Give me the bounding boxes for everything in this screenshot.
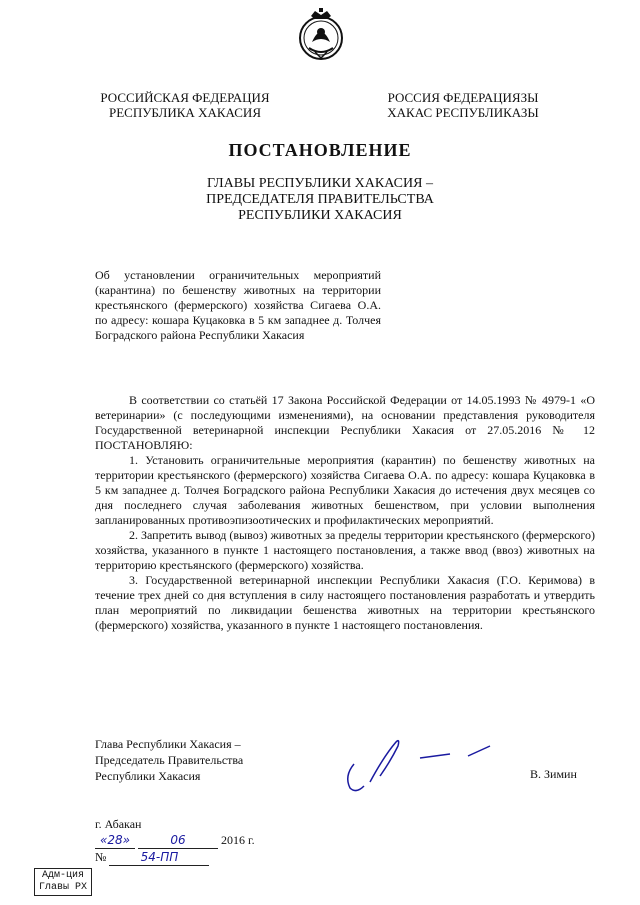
issuer [0, 176, 640, 224]
coat-of-arms-emblem [297, 8, 345, 64]
signatory-position [95, 736, 315, 784]
issuer-line-2: ПРЕДСЕДАТЕЛЯ ПРАВИТЕЛЬСТВА [206, 192, 434, 207]
header-left-line-1: РОССИЙСКАЯ ФЕДЕРАЦИЯ [100, 90, 270, 105]
number-line [95, 849, 295, 866]
registration-stamp [34, 868, 92, 896]
date-year: 2016 г. [221, 833, 255, 847]
issuer-line-3: РЕСПУБЛИКИ ХАКАСИЯ [238, 208, 402, 223]
document-body [95, 393, 595, 633]
stamp-line-1: Адм-ция [41, 870, 84, 881]
clause-3: 3. Государственной ветеринарной инспекции Республики Хакасия (Г.О. Керимова) в течение трех дней со дня вступления в силу настоящего постановления разработать и утвердить план мероприятий по ликвидации бешенства животных на территории крестьянского (фермерского) хозяйства, указанного в пункте 1 настоящего постановления. [95, 573, 595, 632]
preamble-paragraph: В соответствии со статьёй 17 Закона Российской Федерации от 14.05.1993 № 4979-1 «О ветеринарии» (с последующими изменениями), на основании представления руководителя Государственной ветеринарной инспекции Республики Хакасия от 27.05.2016 № 12 ПОСТАНОВЛЯЮ: [95, 393, 595, 452]
header-left-line-2: РЕСПУБЛИКА ХАКАСИЯ [108, 105, 261, 120]
signatory-position-line-3: Республики Хакасия [95, 769, 201, 783]
handwritten-signature [340, 736, 510, 796]
date-day: «28» [95, 832, 135, 849]
document-type: ПОСТАНОВЛЕНИЕ [228, 140, 412, 160]
signatory-position-line-2: Председатель Правительства [95, 753, 244, 767]
issuer-line-1: ГЛАВЫ РЕСПУБЛИКИ ХАКАСИЯ – [207, 176, 433, 191]
number-prefix: № [95, 850, 107, 864]
place-of-issue: г. Абакан [95, 817, 142, 831]
date-line [95, 832, 295, 849]
document-number: 54-ПП [109, 849, 209, 866]
place-date-number [95, 816, 295, 866]
clause-1: 1. Установить ограничительные мероприятия (карантин) по бешенству животных на территории крестьянского (фермерского) хозяйства Сигаева О.А. по адресу: кошара Куцаковка в 5 км западнее д. Толчея Боградского района Республики Хакасия до истечения двух месяцев со дня последнего случая заболевания животных бешенством, при условии выполнения запланированных противоэпизоотических и профилактических мероприятий. [95, 453, 595, 527]
header-right-line-2: ХАКАС РЕСПУБЛИКАЗЫ [387, 105, 539, 120]
header-left [90, 90, 280, 120]
signatory-name: В. Зимин [530, 767, 577, 781]
date-month: 06 [138, 832, 218, 849]
signatory-position-line-1: Глава Республики Хакасия – [95, 737, 241, 751]
header-right-line-1: РОССИЯ ФЕДЕРАЦИЯЗЫ [387, 90, 539, 105]
header-right [368, 90, 558, 120]
clause-2: 2. Запретить вывод (вывоз) животных за пределы территории крестьянского (фермерского) хозяйства, указанного в пункте 1 настоящего постановления, а также ввод (ввоз) животных на территорию крестьянского (фермерского) хозяйства. [95, 528, 595, 572]
stamp-line-2: Главы РХ [38, 882, 87, 893]
document-subject: Об установлении ограничительных мероприятий (карантина) по бешенству животных на территории крестьянского (фермерского) хозяйства Сигаева О.А. по адресу: кошара Куцаковка в 5 км западнее д. Толчея Боградского района Республики Хакасия [95, 268, 381, 342]
